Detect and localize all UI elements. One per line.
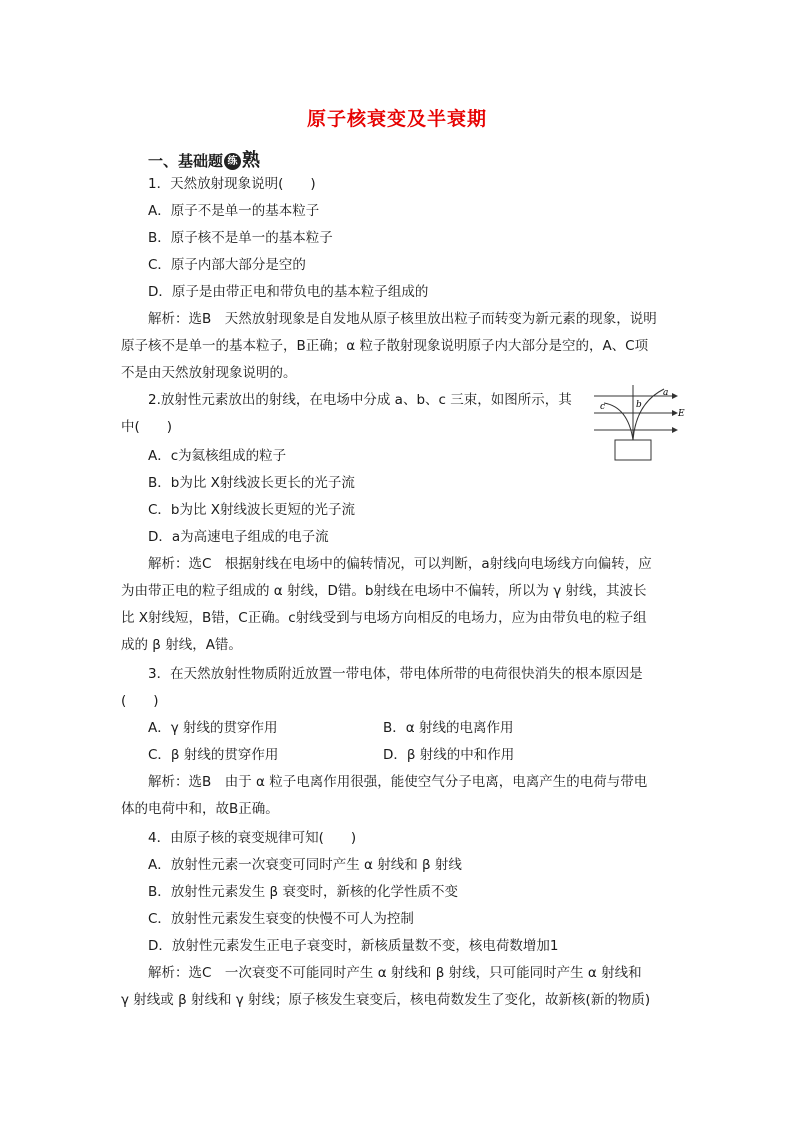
q2-option-b: B．b为比 X射线波长更长的光子流	[148, 475, 355, 491]
section-prefix: 一、基础题	[148, 152, 224, 170]
q2-analysis-line: 为由带正电的粒子组成的 α 射线，D错。b射线在电场中不偏转，所以为 γ 射线，其波长	[121, 583, 647, 599]
section-suffix: 熟	[242, 150, 261, 171]
q1-analysis-line: 原子核不是单一的基本粒子，B正确；α 粒子散射现象说明原子内大部分是空的，A、C项	[121, 338, 649, 354]
radioactive-source-box	[615, 440, 651, 460]
q4-analysis-line: γ 射线或 β 射线和 γ 射线；原子核发生衰变后，核电荷数发生了变化，故新核(新的物质)	[121, 992, 651, 1008]
ray-a	[633, 389, 664, 440]
label-E: E	[678, 409, 685, 419]
q1-option-b: B．原子核不是单一的基本粒子	[148, 230, 333, 246]
electric-field-figure	[590, 383, 686, 463]
q3-option-a: A．γ 射线的贯穿作用	[148, 720, 278, 736]
label-b: b	[636, 400, 642, 410]
section-heading	[148, 146, 260, 172]
q3-option-c: C．β 射线的贯穿作用	[148, 747, 279, 763]
q3-stem-cont: ( )	[121, 693, 159, 709]
q2-analysis-line: 解析：选C 根据射线在电场中的偏转情况，可以判断，a射线向电场线方向偏转，应	[148, 556, 652, 572]
q4-option-c: C．放射性元素发生衰变的快慢不可人为控制	[148, 911, 414, 927]
q1-analysis-line: 不是由天然放射现象说明的。	[121, 365, 297, 381]
q2-analysis-line: 比 X射线短，B错，C正确。c射线受到与电场方向相反的电场力，应为由带负电的粒子组	[121, 610, 647, 626]
q4-option-d: D．放射性元素发生正电子衰变时，新核质量数不变，核电荷数增加1	[148, 938, 559, 954]
q4-option-a: A．放射性元素一次衰变可同时产生 α 射线和 β 射线	[148, 857, 462, 873]
ray-c	[604, 403, 633, 440]
q2-option-a: A．c为氦核组成的粒子	[148, 448, 287, 464]
q2-option-d: D．a为高速电子组成的电子流	[148, 529, 329, 545]
q1-option-d: D．原子是由带正电和带负电的基本粒子组成的	[148, 284, 429, 300]
q3-analysis-line: 体的电荷中和，故B正确。	[121, 801, 279, 817]
section-badge: 练	[224, 153, 241, 170]
q1-stem: 1．天然放射现象说明( )	[148, 176, 316, 192]
label-a: a	[663, 388, 669, 398]
q4-stem: 4．由原子核的衰变规律可知( )	[148, 830, 357, 846]
page-title: 原子核衰变及半衰期	[306, 108, 487, 130]
field-arrow	[672, 393, 678, 399]
q2-analysis-line: 成的 β 射线，A错。	[121, 637, 242, 653]
q4-analysis-line: 解析：选C 一次衰变不可能同时产生 α 射线和 β 射线，只可能同时产生 α 射线和	[148, 965, 642, 981]
q2-stem: 2.放射性元素放出的射线，在电场中分成 a、b、c 三束，如图所示，其	[148, 392, 572, 408]
q1-option-c: C．原子内部大部分是空的	[148, 257, 306, 273]
q3-stem: 3．在天然放射性物质附近放置一带电体，带电体所带的电荷很快消失的根本原因是	[148, 666, 643, 682]
q3-option-d: D．β 射线的中和作用	[383, 747, 515, 763]
q2-stem-cont: 中( )	[121, 419, 173, 435]
q3-analysis-line: 解析：选B 由于 α 粒子电离作用很强，能使空气分子电离，电离产生的电荷与带电	[148, 774, 648, 790]
label-c: c	[600, 402, 606, 412]
q1-analysis-line: 解析：选B 天然放射现象是自发地从原子核里放出粒子而转变为新元素的现象，说明	[148, 311, 657, 327]
q1-option-a: A．原子不是单一的基本粒子	[148, 203, 320, 219]
field-arrow	[672, 427, 678, 433]
q3-option-b: B．α 射线的电离作用	[383, 720, 514, 736]
q4-option-b: B．放射性元素发生 β 衰变时，新核的化学性质不变	[148, 884, 458, 900]
q2-option-c: C．b为比 X射线波长更短的光子流	[148, 502, 356, 518]
